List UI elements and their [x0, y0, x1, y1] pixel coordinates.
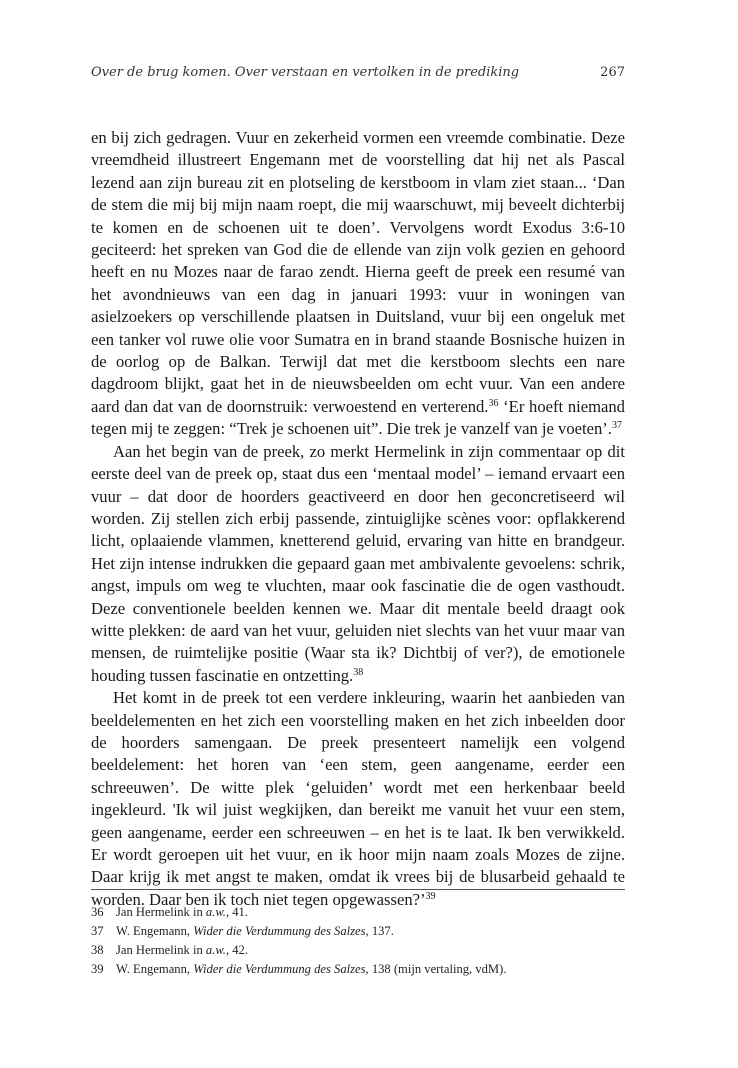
text-run: Jan Hermelink in — [116, 905, 206, 919]
footnote-separator — [91, 889, 625, 890]
text-run: , 41. — [225, 905, 248, 919]
footnote-reference: 37 — [611, 420, 622, 432]
text-run: ‘Er hoeft niemand tegen mij te zeggen: “Trek je schoenen uit”. Die trek je vanzelf van je voeten’. — [91, 396, 625, 439]
text-run: W. Engemann, — [116, 962, 194, 976]
footnote-reference: 36 — [488, 397, 499, 409]
footnote — [91, 922, 625, 941]
text-run: Jan Hermelink in — [116, 943, 206, 957]
page-number: 267 — [600, 65, 625, 80]
footnote-text — [116, 903, 248, 922]
paragraph — [91, 687, 625, 911]
footnote-reference: 39 — [425, 890, 436, 902]
footnote-text — [116, 941, 248, 960]
italic-text: a.w. — [205, 905, 226, 919]
footnotes — [91, 903, 625, 979]
footnote-number: 36 — [91, 905, 104, 919]
text-run: Aan het begin van de preek, zo merkt Hermelink in zijn commentaar op dit eerste deel van de preek op, staat dus een ‘mentaal model’ – iemand ervaart een vuur – dat door de hoorders geactiveerd en door hen geconcretiseerd wil worden. Zij stellen zich erbij passende, zintuiglijke scènes voor: opflakkerend licht, oplaaiende vlammen, knetterend geluid, ervaring van hitte en brandgeur. Het zijn intense indrukken die gepaard gaan met ambivalente gevoelens: schrik, angst, impuls om weg te vluchten, maar ook fascinatie die de ogen vasthoudt. Deze conventionele beelden kennen we. Maar dit mentale beeld draagt ook witte plekken: de aard van het vuur, geluiden niet slechts van het vuur maar van mensen, de ruimtelijke positie (Waar sta ik? Dichtbij of ver?), de emotionele houding tussen fascinatie en ontzetting. — [91, 441, 625, 685]
footnote — [91, 941, 625, 960]
text-run: , 137. — [365, 924, 394, 938]
italic-text: Wider die Verdummung des Salzes — [193, 962, 366, 976]
footnote-text — [116, 960, 506, 979]
text-run: , 42. — [225, 943, 248, 957]
footnote-number: 39 — [91, 962, 104, 976]
running-head — [91, 64, 625, 82]
italic-text: a.w. — [205, 943, 226, 957]
footnote-number: 37 — [91, 924, 104, 938]
footnote — [91, 960, 625, 979]
paragraph — [91, 441, 625, 687]
text-run: , 138 (mijn vertaling, vdM). — [365, 962, 507, 976]
footnote — [91, 903, 625, 922]
footnote-number: 38 — [91, 943, 104, 957]
text-run: W. Engemann, — [116, 924, 194, 938]
running-head-title: Over de brug komen. Over verstaan en vertolken in de prediking — [91, 65, 520, 80]
text-run: Het komt in de preek tot een verdere inkleuring, waarin het aanbieden van beeldelementen en het zich een voorstelling maken en het zich inbeelden door de hoorders samengaan. De preek presenteert namelijk een volgend beeldelement: het horen van ‘een stem, geen aangename, eerder een schreeuwen’. De witte plek ‘geluiden’ wordt met een herkenbaar beeld ingekleurd. 'Ik wil juist wegkijken, dan bereikt me vanuit het vuur een stem, geen aangename, eerder een schreeuwen – en het is te laat. Ik ben verwikkeld. Er wordt geroepen uit het vuur, en ik hoor mijn naam zoals Mozes de zijne. Daar krijg ik met angst te maken, omdat ik vrees bij de blusarbeid gehaald te worden. Daar ben ik toch niet tegen opgewassen?’ — [91, 688, 625, 909]
text-run: en bij zich gedragen. Vuur en zekerheid vormen een vreemde combinatie. Deze vreemdheid illustreert Engemann met de voorstelling dat hij net als Pascal lezend aan zijn bureau zit en plotseling de kerstboom in vlam ziet staan... ‘Dan de stem die mij bij mijn naam roept, die mij waarschuwt, mij beveelt dichterbij te komen en de schoenen uit te doen’. Vervolgens wordt Exodus 3:6-10 geciteerd: het spreken van God die de ellende van zijn volk gezien en gehoord heeft en nu Mozes naar de farao zendt. Hierna geeft de preek een resumé van het avondnieuws van een dag in januari 1993: vuur in woningen van asielzoekers op verschillende plaatsen in Duitsland, vuur bij een ongeluk met een tanker vol ruwe olie voor Sumatra en in brand staande Bosnische huizen in de oorlog op de Balkan. Terwijl dat met die kerstboom slechts een nare dagdroom blijkt, gaat het in de nieuwsbeelden om echt vuur. Van een andere aard dan dat van de doornstruik: verwoestend en verterend. — [91, 128, 625, 416]
footnote-text — [116, 922, 394, 941]
footnote-reference: 38 — [353, 666, 364, 678]
paragraph — [91, 127, 625, 441]
body-text — [91, 127, 625, 911]
italic-text: Wider die Verdummung des Salzes — [193, 924, 366, 938]
